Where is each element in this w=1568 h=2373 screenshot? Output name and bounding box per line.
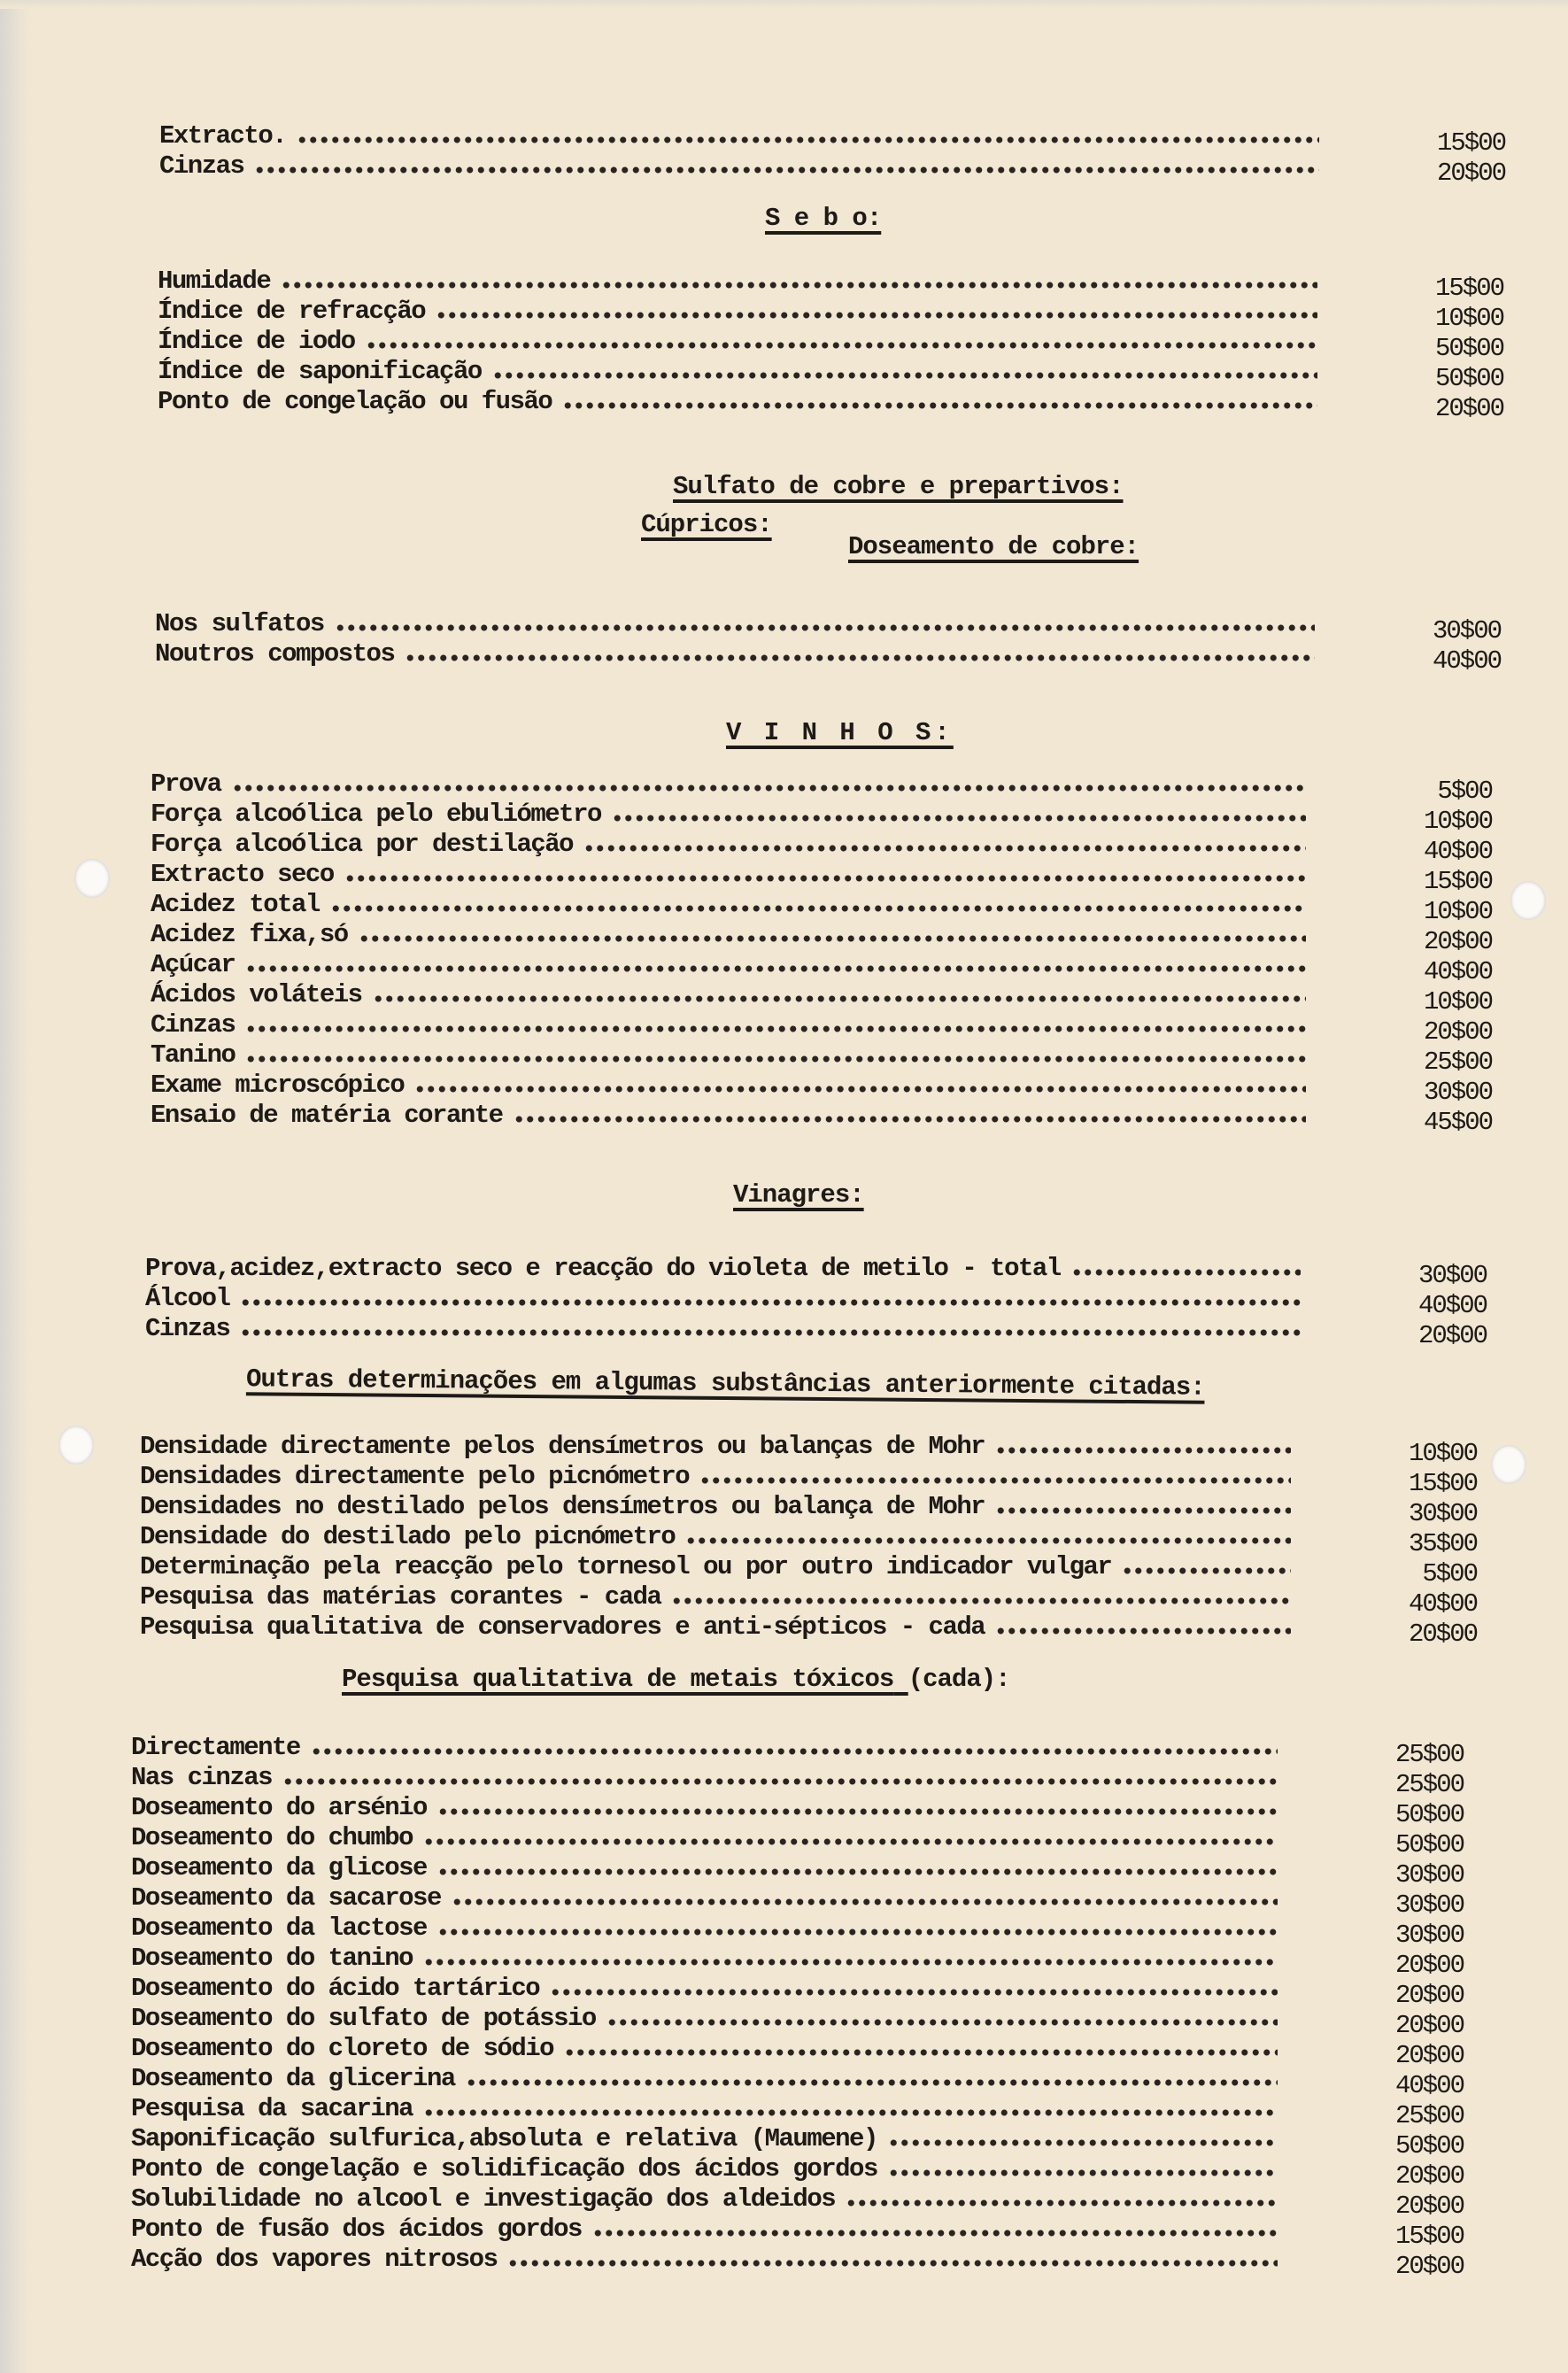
item-price: 25$00 [1394, 1770, 1464, 1799]
price-row [145, 1283, 1487, 1320]
dot-leader [281, 276, 1317, 290]
dot-leader [995, 1502, 1291, 1516]
price-row [131, 1913, 1464, 1950]
dot-leader [414, 1080, 1306, 1094]
item-label: Ponto de congelação ou fusão [158, 387, 552, 416]
item-label: Determinação pela reacção pelo tornesol ou por outro indicador vulgar [140, 1552, 1112, 1581]
item-price: 40$00 [1432, 646, 1501, 676]
metais-price-list [131, 1732, 1464, 2281]
item-label: Força alcoólica pelo ebuliómetro [151, 800, 601, 829]
item-label: Acção dos vapores nitrosos [131, 2245, 498, 2274]
item-label: Nas cinzas [131, 1763, 273, 1792]
item-price: 20$00 [1434, 394, 1503, 423]
item-price: 50$00 [1394, 2131, 1464, 2160]
price-row [159, 120, 1505, 158]
item-label: Ponto de congelação e solidificação dos ácidos gordos [131, 2154, 877, 2184]
outras-price-list [140, 1431, 1477, 1649]
price-row [131, 2063, 1464, 2100]
dot-leader [564, 2044, 1278, 2058]
item-label: Cinzas [145, 1314, 230, 1343]
section-heading-vinhos: V I N H O S: [726, 718, 954, 747]
price-row [131, 1822, 1464, 1859]
item-price: 15$00 [1408, 1469, 1477, 1498]
price-row [140, 1551, 1477, 1588]
dot-leader [311, 1743, 1278, 1757]
price-row [140, 1461, 1477, 1498]
item-label: Álcool [145, 1284, 230, 1313]
price-row [131, 2153, 1464, 2191]
item-price: 15$00 [1436, 128, 1505, 158]
price-row [151, 829, 1492, 866]
item-price: 30$00 [1394, 1921, 1464, 1950]
price-row [131, 1792, 1464, 1829]
dot-leader [888, 2134, 1278, 2148]
price-row [131, 2184, 1464, 2221]
sulfato-price-list [155, 608, 1501, 676]
item-price: 20$00 [1394, 2252, 1464, 2281]
price-row [131, 2244, 1464, 2281]
item-price: 5$00 [1437, 777, 1492, 806]
price-row [140, 1491, 1477, 1528]
dot-leader [592, 2224, 1278, 2238]
item-label: Índice de saponificação [158, 357, 482, 386]
price-row [151, 979, 1492, 1016]
item-label: Doseamento da glicerina [131, 2064, 455, 2093]
item-label: Doseamento do tanino [131, 1944, 413, 1973]
item-label: Tanino [151, 1040, 236, 1070]
item-label: Prova,acidez,extracto seco e reacção do violeta de metilo - total [145, 1254, 1061, 1283]
item-label: Densidades no destilado pelos densímetros ou balança de Mohr [140, 1492, 985, 1521]
item-price: 10$00 [1423, 807, 1492, 836]
item-label: Directamente [131, 1733, 300, 1762]
dot-leader [245, 1050, 1306, 1064]
punch-hole [1510, 881, 1546, 920]
price-row [155, 638, 1501, 676]
punch-hole [1491, 1445, 1526, 1484]
item-price: 20$00 [1423, 927, 1492, 956]
dot-leader [405, 649, 1315, 663]
item-price: 20$00 [1394, 2041, 1464, 2070]
sebo-price-list [158, 266, 1503, 423]
dot-leader [466, 2074, 1278, 2088]
item-price: 20$00 [1394, 2161, 1464, 2191]
item-label: Cinzas [159, 151, 244, 181]
item-label: Açúcar [151, 950, 236, 979]
heading-tail: (cada): [908, 1665, 1010, 1694]
punch-hole [58, 1426, 94, 1465]
item-label: Doseamento da sacarose [131, 1883, 441, 1913]
item-price: 40$00 [1423, 837, 1492, 866]
price-row [155, 608, 1501, 645]
item-label: Índice de refracção [158, 297, 426, 326]
dot-leader [423, 2104, 1278, 2118]
item-label: Ácidos voláteis [151, 980, 362, 1009]
price-row [159, 151, 1505, 188]
item-price: 20$00 [1394, 1981, 1464, 2010]
item-label: Humidade [158, 267, 271, 296]
intro-price-list [159, 120, 1505, 188]
item-price: 45$00 [1423, 1108, 1492, 1137]
vinagres-price-list [145, 1253, 1487, 1350]
item-price: 20$00 [1394, 1951, 1464, 1980]
price-row [158, 386, 1503, 423]
item-label: Acidez total [151, 890, 320, 919]
dot-leader [240, 1324, 1301, 1338]
item-price: 50$00 [1394, 1800, 1464, 1829]
dot-leader [297, 131, 1319, 145]
dot-leader [1071, 1264, 1301, 1278]
price-row [145, 1253, 1487, 1290]
vinhos-price-list [151, 769, 1492, 1137]
dot-leader [232, 779, 1306, 793]
price-row [131, 1882, 1464, 1920]
item-label: Doseamento do sulfato de potássio [131, 2004, 596, 2033]
price-row [131, 1732, 1464, 1769]
item-price: 30$00 [1423, 1078, 1492, 1107]
dot-leader [335, 619, 1315, 633]
price-row [151, 859, 1492, 896]
item-label: Pesquisa da sacarina [131, 2094, 413, 2123]
price-row [151, 1070, 1492, 1107]
item-price: 40$00 [1417, 1291, 1487, 1320]
item-price: 5$00 [1422, 1559, 1477, 1588]
dot-leader [366, 336, 1317, 351]
item-label: Pesquisa qualitativa de conservadores e anti-sépticos - cada [140, 1612, 985, 1642]
item-label: Acidez fixa,só [151, 920, 348, 949]
item-label: Densidade do destilado pelo picnómetro [140, 1522, 676, 1551]
price-row [145, 1313, 1487, 1350]
item-price: 15$00 [1394, 2222, 1464, 2251]
price-row [151, 769, 1492, 806]
item-label: Noutros compostos [155, 639, 395, 669]
item-label: Força alcoólica por destilação [151, 830, 574, 859]
item-price: 20$00 [1394, 2011, 1464, 2040]
dot-leader [671, 1592, 1291, 1606]
price-row [151, 1009, 1492, 1047]
price-row [151, 1100, 1492, 1137]
item-label: Extracto seco [151, 860, 334, 889]
price-row [131, 1762, 1464, 1799]
item-price: 30$00 [1408, 1499, 1477, 1528]
price-row [131, 1973, 1464, 2010]
dot-leader [282, 1773, 1278, 1787]
price-row [158, 326, 1503, 363]
dot-leader [612, 809, 1306, 823]
item-price: 10$00 [1434, 304, 1503, 333]
item-price: 50$00 [1434, 364, 1503, 393]
item-price: 10$00 [1423, 897, 1492, 926]
section-heading-outras: Outras determinações em algumas substâncias anteriormente citadas: [245, 1364, 1205, 1403]
item-label: Doseamento do arsénio [131, 1793, 427, 1822]
item-price: 30$00 [1394, 1890, 1464, 1920]
item-label: Doseamento do cloreto de sódio [131, 2034, 554, 2063]
item-price: 40$00 [1408, 1589, 1477, 1619]
paper-left-edge [0, 0, 30, 2373]
price-row [151, 949, 1492, 986]
price-row [140, 1581, 1477, 1619]
item-label: Exame microscópico [151, 1071, 405, 1100]
item-label: Prova [151, 769, 221, 799]
price-row [140, 1612, 1477, 1649]
section-heading-sulfato: Sulfato de cobre e prepartivos: [673, 472, 1124, 501]
item-label: Doseamento do ácido tartárico [131, 1974, 540, 2003]
heading-text: Pesquisa qualitativa de metais tóxicos [342, 1665, 894, 1694]
dot-leader [373, 990, 1306, 1004]
dot-leader [583, 839, 1306, 854]
item-price: 10$00 [1423, 987, 1492, 1016]
item-label: Índice de iodo [158, 327, 355, 356]
price-row [151, 799, 1492, 836]
dot-leader [245, 960, 1306, 974]
item-price: 20$00 [1436, 158, 1505, 188]
dot-leader [888, 2164, 1278, 2178]
dot-leader [245, 1020, 1306, 1034]
item-label: Solubilidade no alcool e investigação dos aldeidos [131, 2184, 836, 2214]
price-row [131, 2123, 1464, 2160]
section-heading-metais [342, 1665, 1010, 1694]
item-label: Cinzas [151, 1010, 236, 1040]
item-label: Saponificação sulfurica,absoluta e relativa (Maumene) [131, 2124, 877, 2153]
dot-leader [606, 2014, 1278, 2028]
price-row [131, 2093, 1464, 2130]
item-label: Doseamento do chumbo [131, 1823, 413, 1852]
section-heading-vinagres: Vinagres: [733, 1180, 864, 1210]
item-price: 25$00 [1394, 1740, 1464, 1769]
dot-leader [550, 1983, 1278, 1998]
dot-leader [452, 1893, 1278, 1907]
item-label: Ponto de fusão dos ácidos gordos [131, 2215, 582, 2244]
dot-leader [995, 1622, 1291, 1636]
item-price: 40$00 [1423, 957, 1492, 986]
item-price: 40$00 [1394, 2071, 1464, 2100]
item-label: Ensaio de matéria corante [151, 1101, 503, 1130]
item-price: 15$00 [1423, 867, 1492, 896]
dot-leader [507, 2254, 1278, 2269]
item-price: 25$00 [1394, 2101, 1464, 2130]
item-price: 20$00 [1417, 1321, 1487, 1350]
price-row [158, 356, 1503, 393]
item-price: 15$00 [1434, 274, 1503, 303]
paper-top-edge [0, 0, 1568, 9]
price-row [158, 296, 1503, 333]
dot-leader [437, 1803, 1278, 1817]
item-label: Extracto. [159, 121, 287, 151]
dot-leader [846, 2194, 1278, 2208]
price-row [131, 2033, 1464, 2070]
dot-leader [330, 900, 1306, 914]
dot-leader [699, 1472, 1291, 1486]
dot-leader [254, 161, 1319, 175]
price-row [140, 1431, 1477, 1468]
item-price: 20$00 [1408, 1619, 1477, 1649]
subheading-doseamento-cobre: Doseamento de cobre: [848, 532, 1139, 561]
punch-hole [74, 859, 110, 898]
item-label: Pesquisa das matérias corantes - cada [140, 1582, 661, 1612]
item-label: Densidade directamente pelos densímetros ou balanças de Mohr [140, 1432, 985, 1461]
dot-leader [562, 397, 1317, 411]
dot-leader [423, 1833, 1278, 1847]
dot-leader [492, 367, 1317, 381]
dot-leader [514, 1110, 1306, 1125]
price-row [151, 889, 1492, 926]
dot-leader [1122, 1562, 1291, 1576]
item-label: Doseamento da lactose [131, 1913, 427, 1943]
item-label: Nos sulfatos [155, 609, 324, 638]
item-price: 20$00 [1394, 2191, 1464, 2221]
item-label: Doseamento da glicose [131, 1853, 427, 1882]
item-label: Densidades directamente pelo picnómetro [140, 1462, 690, 1491]
price-row [131, 1943, 1464, 1980]
item-price: 35$00 [1408, 1529, 1477, 1558]
dot-leader [995, 1442, 1291, 1456]
dot-leader [344, 870, 1306, 884]
dot-leader [685, 1532, 1291, 1546]
dot-leader [436, 306, 1317, 321]
item-price: 30$00 [1432, 616, 1501, 645]
price-row [131, 2003, 1464, 2040]
subheading-cupricos: Cúpricos: [641, 510, 772, 539]
dot-leader [359, 930, 1306, 944]
item-price: 25$00 [1423, 1047, 1492, 1077]
item-price: 50$00 [1434, 334, 1503, 363]
item-price: 10$00 [1408, 1439, 1477, 1468]
price-row [140, 1521, 1477, 1558]
price-row [131, 2214, 1464, 2251]
item-price: 30$00 [1417, 1261, 1487, 1290]
price-row [151, 1040, 1492, 1077]
price-row [151, 919, 1492, 956]
dot-leader [437, 1923, 1278, 1937]
item-price: 50$00 [1394, 1830, 1464, 1859]
price-row [131, 1852, 1464, 1890]
price-row [158, 266, 1503, 303]
dot-leader [423, 1953, 1278, 1967]
section-heading-sebo: S e b o: [765, 204, 882, 233]
dot-leader [240, 1294, 1301, 1308]
dot-leader [437, 1863, 1278, 1877]
item-price: 30$00 [1394, 1860, 1464, 1890]
item-price: 20$00 [1423, 1017, 1492, 1047]
